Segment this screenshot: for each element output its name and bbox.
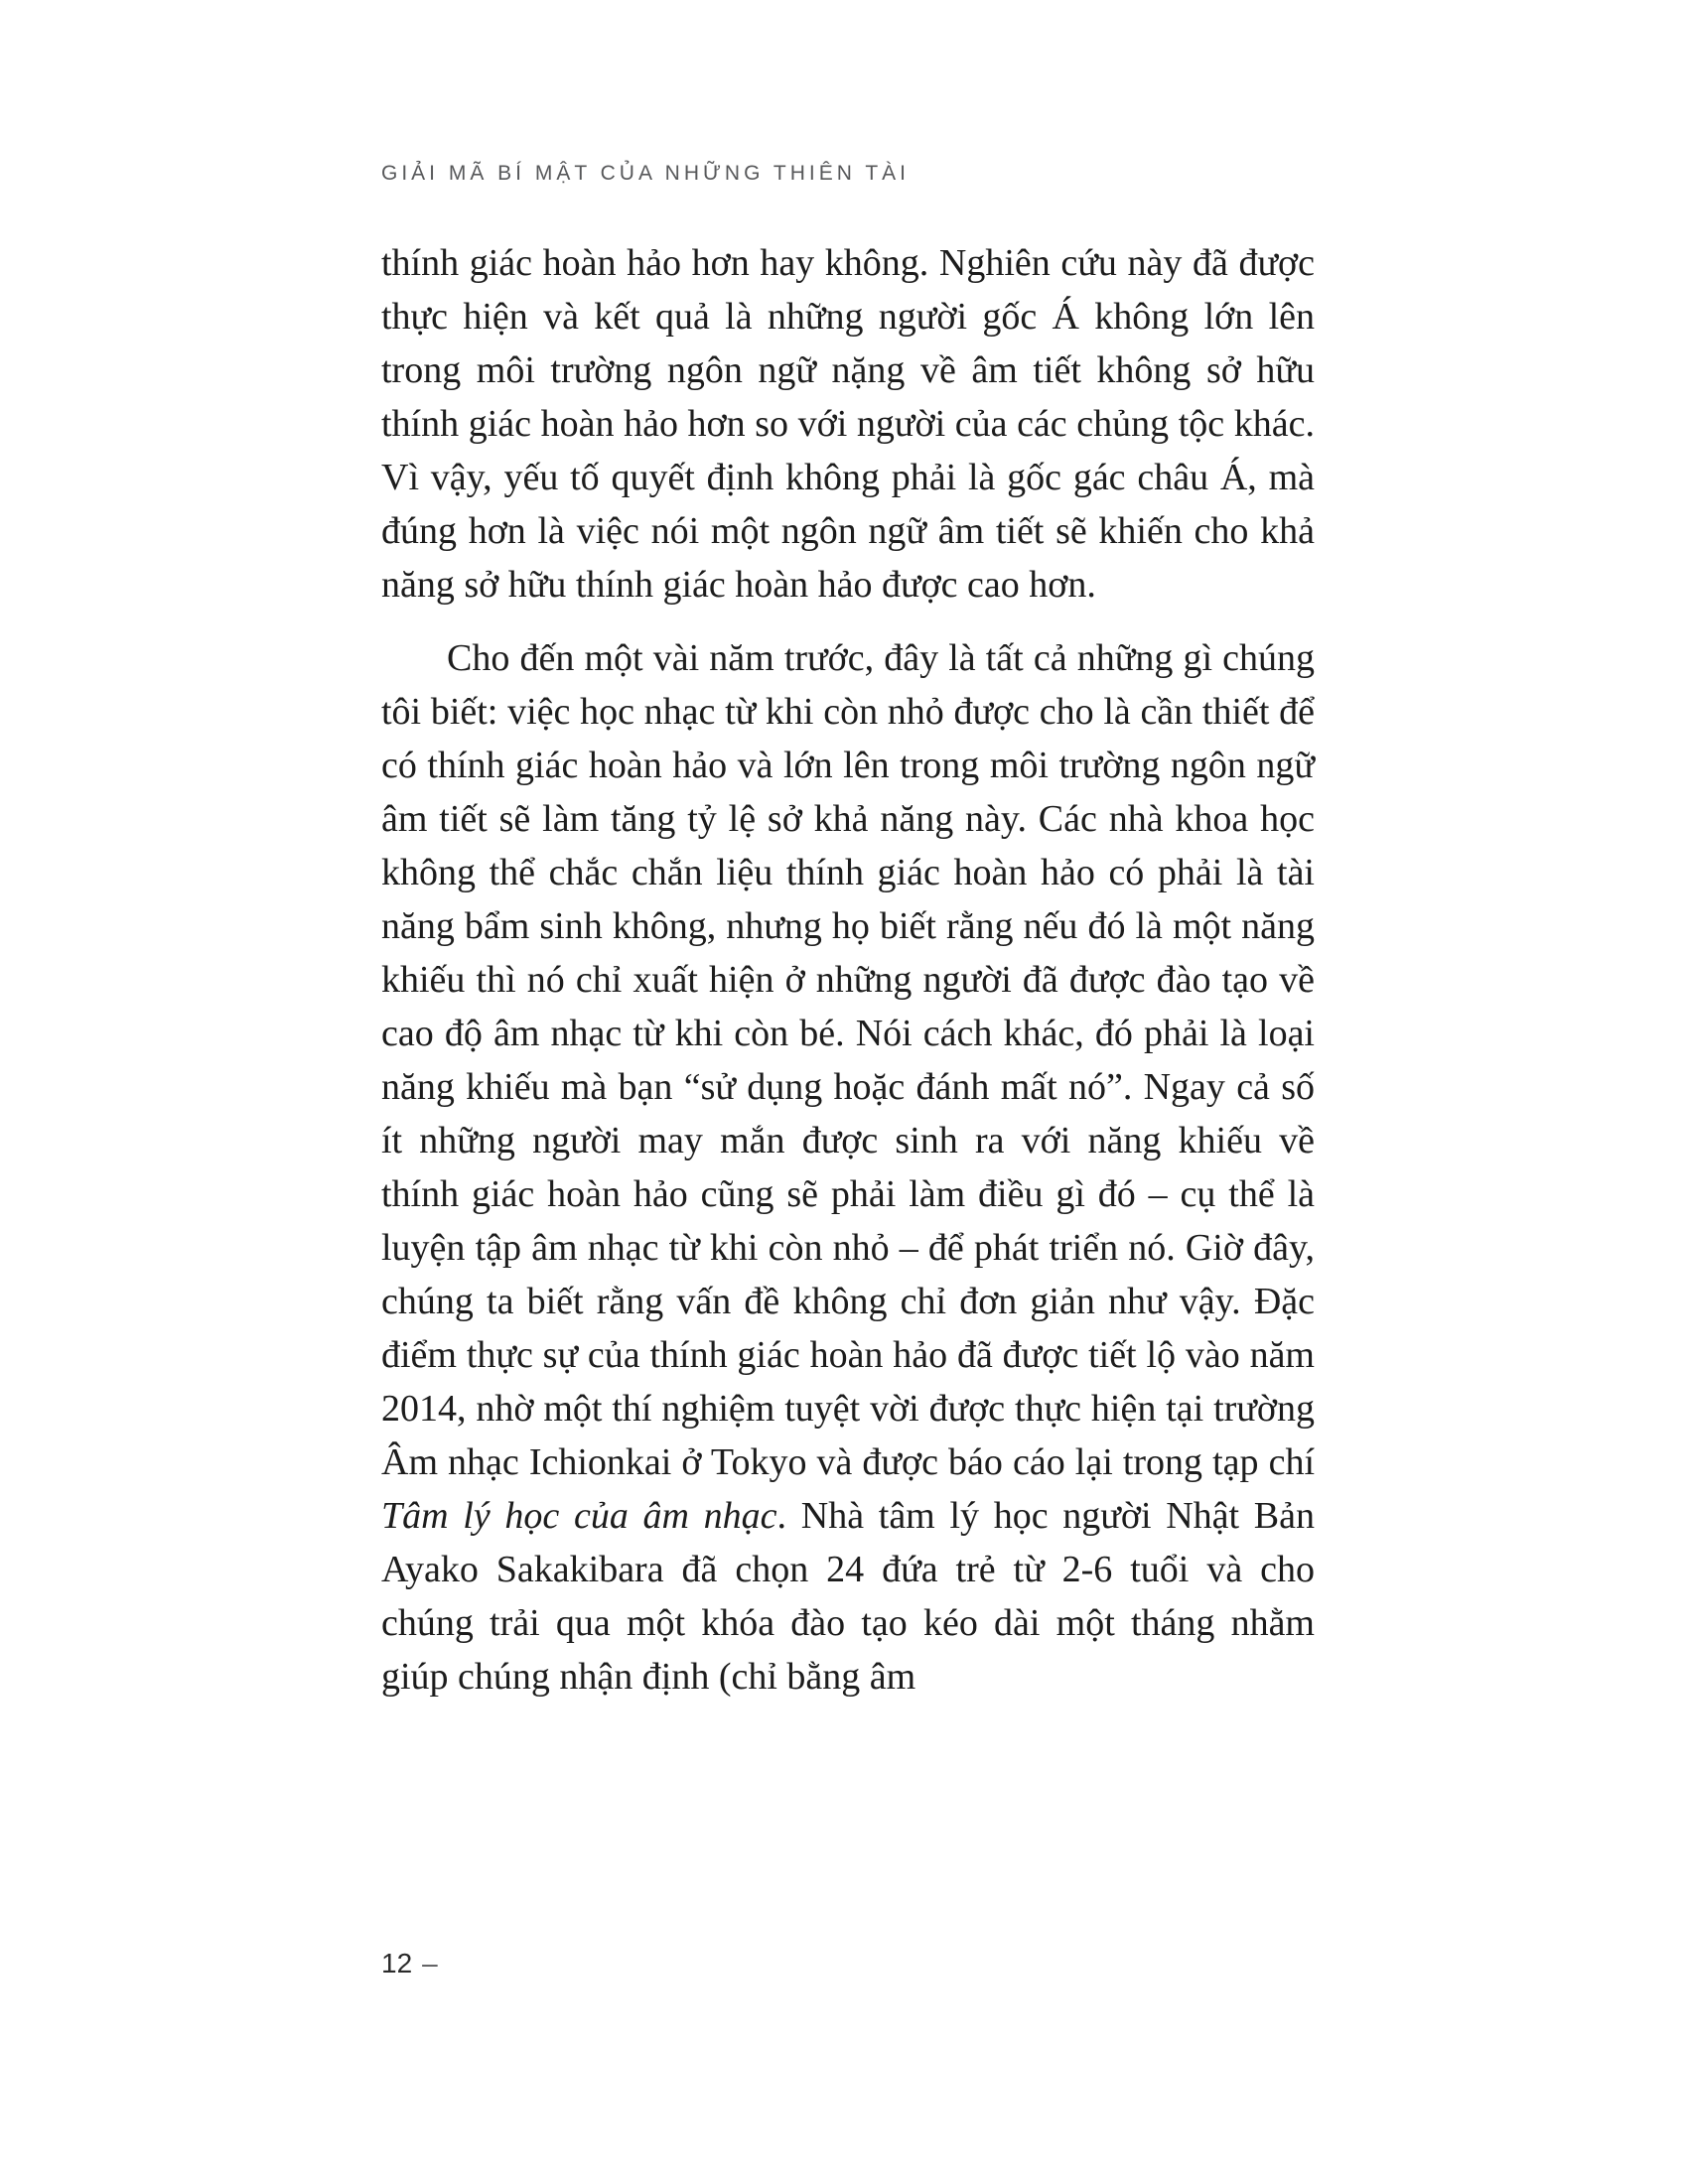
running-header: GIẢI MÃ BÍ MẬT CỦA NHỮNG THIÊN TÀI [381, 162, 910, 185]
journal-title-italic: Tâm lý học của âm nhạc [381, 1495, 777, 1537]
page-body [381, 236, 1315, 1704]
paragraph-text: . Nhà tâm lý học người Nhật Bản Ayako Sakakibara đã chọn 24 đứa trẻ từ 2-6 tuổi và cho chúng trải qua một khóa đào tạo kéo dài một tháng nhằm giúp chúng nhận định (chỉ bằng âm [381, 1495, 1315, 1698]
page-footer [381, 1948, 438, 1979]
page-number: 12 [381, 1948, 413, 1979]
page-number-dash: – [422, 1948, 438, 1979]
paragraph-continuation: thính giác hoàn hảo hơn hay không. Nghiên cứu này đã được thực hiện và kết quả là những người gốc Á không lớn lên trong môi trường ngôn ngữ nặng về âm tiết không sở hữu thính giác hoàn hảo hơn so với người của các chủng tộc khác. Vì vậy, yếu tố quyết định không phải là gốc gác châu Á, mà đúng hơn là việc nói một ngôn ngữ âm tiết sẽ khiến cho khả năng sở hữu thính giác hoàn hảo được cao hơn. [381, 242, 1315, 606]
paragraph-text: Cho đến một vài năm trước, đây là tất cả những gì chúng tôi biết: việc học nhạc từ khi còn nhỏ được cho là cần thiết để có thính giác hoàn hảo và lớn lên trong môi trường ngôn ngữ âm tiết sẽ làm tăng tỷ lệ sở khả năng này. Các nhà khoa học không thể chắc chắn liệu thính giác hoàn hảo có phải là tài năng bẩm sinh không, nhưng họ biết rằng nếu đó là một năng khiếu thì nó chỉ xuất hiện ở những người đã được đào tạo về cao độ âm nhạc từ khi còn bé. Nói cách khác, đó phải là loại năng khiếu mà bạn “sử dụng hoặc đánh mất nó”. Ngay cả số ít những người may mắn được sinh ra với năng khiếu về thính giác hoàn hảo cũng sẽ phải làm điều gì đó – cụ thể là luyện tập âm nhạc từ khi còn nhỏ – để phát triển nó. Giờ đây, chúng ta biết rằng vấn đề không chỉ đơn giản như vậy. Đặc điểm thực sự của thính giác hoàn hảo đã được tiết lộ vào năm 2014, nhờ một thí nghiệm tuyệt vời được thực hiện tại trường Âm nhạc Ichionkai ở Tokyo và được báo cáo lại trong tạp chí [381, 637, 1315, 1483]
paragraph [381, 631, 1315, 1704]
